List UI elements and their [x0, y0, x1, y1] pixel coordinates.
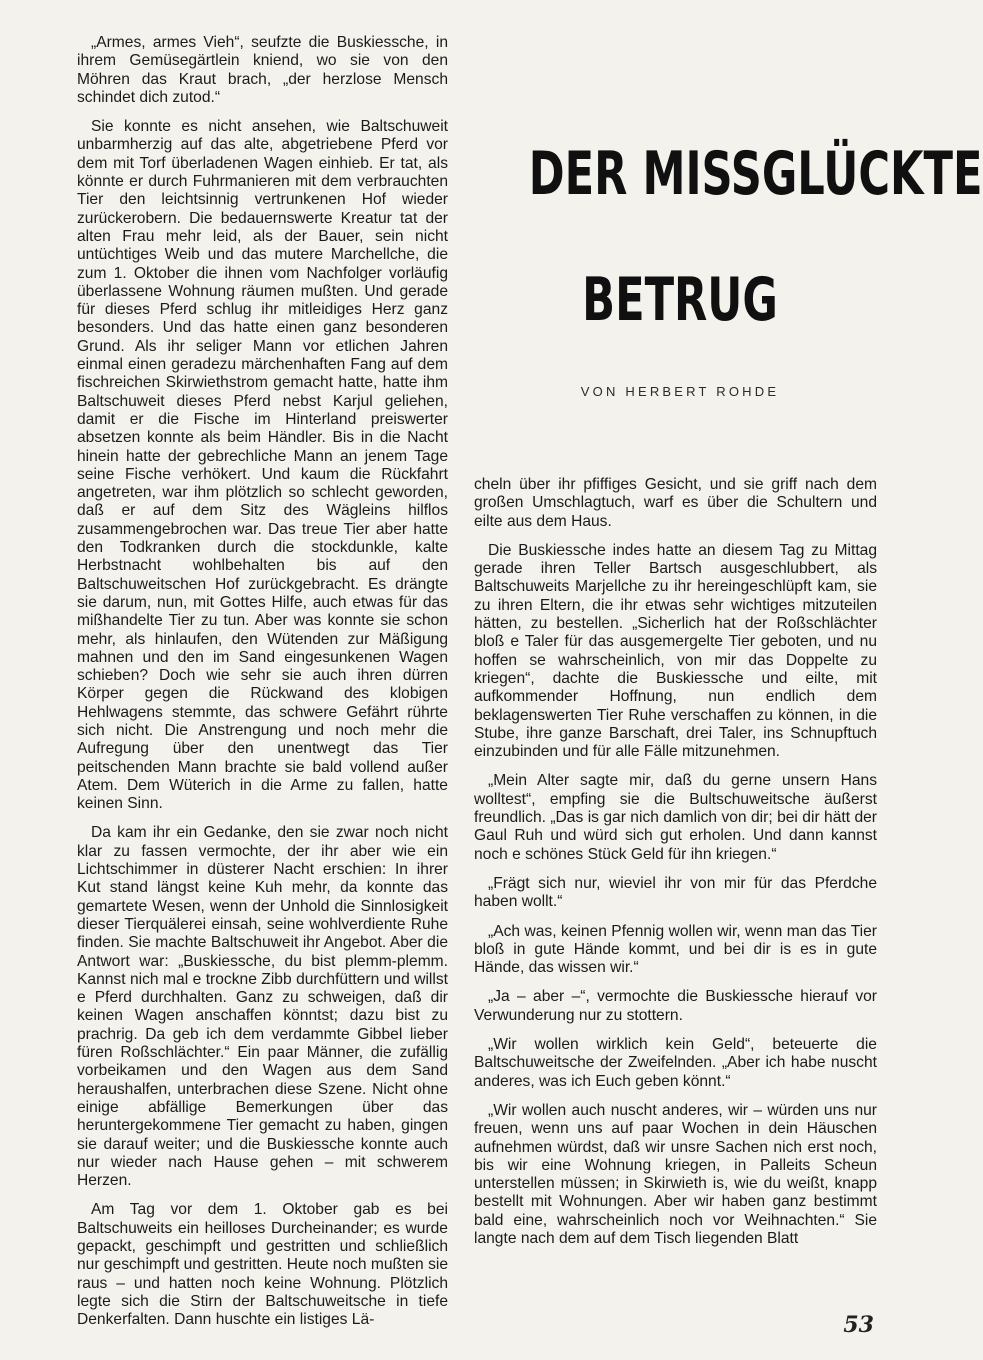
paragraph: „Frägt sich nur, wieviel ihr von mir für das Pferdche haben wollt.“ [474, 874, 877, 911]
author-byline: VON HERBERT ROHDE [580, 384, 780, 399]
paragraph: Da kam ihr ein Gedanke, den sie zwar noch nicht klar zu fassen vermochte, der ihr aber wie ein Lichtschimmer in düsterer Nacht erschien: In ihrer Kut stand längst keine Kuh mehr, da konnte das gemartete Wesen, wenn der Unhold die Sinnlosigkeit dieser Tierquälerei einsah, seine wohlverdiente Ruhe finden. Sie machte Baltschuweit ihr Angebot. Aber die Antwort war: „Buskiessche, du bist plemm-plemm. Kannst nich mal e trockne Zibb durchfüttern und willst e Pferd durchhalten. Ganz zu schweigen, daß dir keinen Wagen anschaffen könntst; dazu bist zu prachrig. Da geb ich dem verdammte Gibbel lieber füren Roßschlächter.“ Ein paar Männer, die zufällig vorbeikamen und den Wagen aus dem Sand heraushalfen, unterbrachen diese Szene. Nicht ohne einige abfällige Bemerkungen über das heruntergekommene Tier gemacht zu haben, gingen sie darauf weiter; und die Buskiessche konnte auch nur wieder nach Hause gehen – mit schwerem Herzen. [77, 824, 448, 1190]
title-line-1: DER MISSGLÜCKTE [528, 139, 983, 209]
right-text-column [474, 476, 877, 1259]
paragraph: Am Tag vor dem 1. Oktober gab es bei Baltschuweits ein heilloses Durcheinander; es wurde gepackt, geschimpft und gestritten und schließlich nur geschimpft und gestritten. Heute noch mußten sie raus – und hatten noch keine Wohnung. Plötzlich legte sich die Stirn der Baltschuweitsche in tiefe Denkerfalten. Dann huschte ein listiges Lä- [77, 1201, 448, 1329]
paragraph: „Armes, armes Vieh“, seufzte die Buskiessche, in ihrem Gemüsegärtlein kniend, wo sie von den Möhren das Kraut brach, „der herzlose Mensch schindet dich zutod.“ [77, 34, 448, 106]
page-number: 53 [843, 1312, 874, 1338]
paragraph: „Mein Alter sagte mir, daß du gerne unsern Hans wolltest“, empfing sie die Bultschuweitsche äußerst freundlich. „Das is gar nich damlich von dir; bei dir hätt der Gaul Ruh und würd sich gut erholen. Und dann kannst noch e schönes Stück Geld für ihn kriegen.“ [474, 772, 877, 863]
paragraph: „Ja – aber –“, vermochte die Buskiessche hierauf vor Verwunderung nur zu stottern. [474, 988, 877, 1024]
paragraph: Die Buskiessche indes hatte an diesem Tag zu Mittag gerade ihren Teller Bartsch ausgeschlubbert, als Baltschuweits Marjellche zu ihr hereingeschlüpft kam, sie zu ihren Eltern, die ihr etwas sehr wichtiges mitzuteilen hätten, zu bestellen. „Sicherlich hat der Roßschlächter bloß e Taler für das ausgemergelte Tier geboten, und nu hoffen se wahrscheinlich, von mir das Doppelte zu kriegen“, dachte die Buskiessche und eilte, mit aufkommender Hoffnung, nun endlich dem beklagenswerten Tier Ruhe verschaffen zu können, in die Stube, ihre ganze Barschaft, drei Taler, ins Schnupftuch einzubinden und für alle Fälle mitzunehmen. [474, 541, 877, 761]
paragraph: „Ach was, keinen Pfennig wollen wir, wenn man das Tier bloß in gute Hände kommt, und bei dir is es in gute Hände, das wissen wir.“ [474, 922, 877, 977]
paragraph: cheln über ihr pfiffiges Gesicht, und sie griff nach dem großen Umschlagtuch, warf es über die Schultern und eilte aus dem Haus. [474, 476, 877, 530]
paragraph: Sie konnte es nicht ansehen, wie Baltschuweit unbarmherzig auf das alte, abgetriebene Pferd vor dem mit Torf überladenen Wagen einhieb. Er tat, als könnte er durch Fuhrmanieren mit dem verbrauchten Tier den leichtsinnig vertrunkenen Hof wieder zurückerobern. Die bedauernswerte Kreatur tat der alten Frau mehr leid, als der Bauer, sein nicht untüchtiges Weib und das mutere Marchellche, die zum 1. Oktober die ihnen vom Nachfolger vorläufig überlassene Wohnung räumen mußten. Und gerade für dieses Pferd schlug ihr mitleidiges Herz ganz besonders. Und das hatte einen ganz besonderen Grund. Als ihr seliger Mann vor etlichen Jahren einmal einen geradezu märchenhaften Fang auf dem fischreichen Skirwiethstrom gemacht hatte, hatte ihm Baltschuweit dieses Pferd nebst Karjul geliehen, damit er die Fische im Hinterland preiswerter absetzen konnte als beim Händler. Bis in die Nacht hinein hatte der gebrechliche Mann an jenem Tage seine Fische verhökert. Und kaum die Rückfahrt angetreten, war ihm plötzlich so schlecht geworden, daß er auf dem Sitz des Wägleins hilflos zusammengebrochen war. Das treue Tier aber hatte den Todkranken durch die stockdunkle, kalte Herbstnacht wohlbehalten bis auf den Baltschuweitschen Hof zurückgebracht. Es drängte sie darum, nun, mit Gottes Hilfe, auch etwas für das mißhandelte Tier zu tun. Aber was konnte sie schon mehr, als hinlaufen, den Wütenden zur Mäßigung mahnen und den im Sand eingesunkenen Wagen schieben? Doch wie sehr sie auch ihren dürren Körper gegen die Rückwand des klobigen Hehlwagens stemmte, das schwere Gefährt rührte sich nicht. Die Anstrengung und noch mehr die Aufregung über den unentwegt das Tier peitschenden Mann brachte sie bald vollend außer Atem. Dem Wüterich in die Arme zu fallen, hatte keinen Sinn. [77, 118, 448, 813]
left-text-column [77, 34, 448, 1340]
paragraph: „Wir wollen auch nuscht anderes, wir – würden uns nur freuen, wenn uns auf paar Wochen in dein Häuschen aufnehmen würdst, daß wir unsre Sachen nich erst noch, bis wir eine Wohnung kriegen, in Palleits Scheun unterstellen müssen; in Skirwieth is, wie du weißt, knapp bestellt mit Wohnungen. Aber wir haben ganz bestimmt bald eine, wahrscheinlich noch vor Weihnachten.“ Sie langte nach dem auf dem Tisch liegenden Blatt [474, 1101, 877, 1247]
article-title [470, 139, 983, 335]
title-line-2: BETRUG [582, 265, 778, 335]
paragraph: „Wir wollen wirklich kein Geld“, beteuerte die Baltschuweitsche der Zweifelnden. „Aber ich habe nuscht anderes, was ich Euch geben könnt.“ [474, 1036, 877, 1090]
